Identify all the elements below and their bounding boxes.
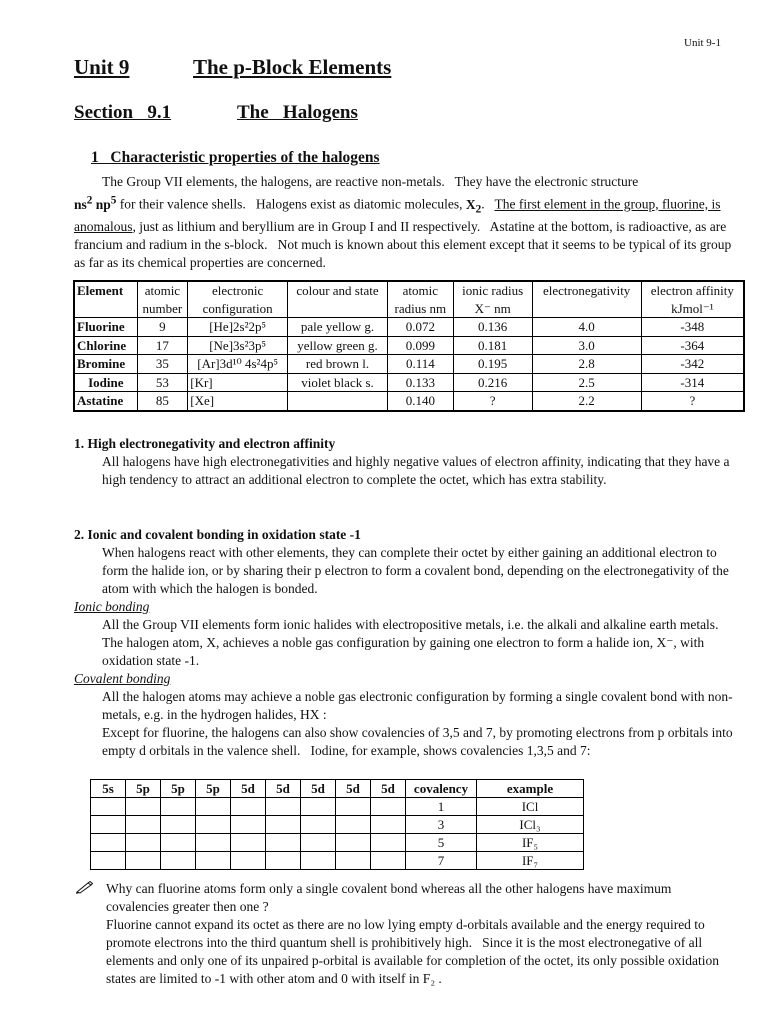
np-label: np xyxy=(92,196,111,212)
question-answer xyxy=(106,880,736,988)
intro-text-1: The Group VII elements, the halogens, are reactive non-metals. They have the electronic structure xyxy=(102,174,639,189)
cell-colour: violet black s. xyxy=(288,373,388,392)
col-5p: 5p xyxy=(161,780,196,798)
intro-text-3: . xyxy=(481,196,495,212)
cell-example: ICl xyxy=(477,798,584,816)
cell-element: Fluorine xyxy=(74,318,137,337)
page-number: Unit 9-1 xyxy=(684,37,721,49)
iodine-covalency-table xyxy=(90,779,584,870)
cell-number: 9 xyxy=(137,318,188,337)
covalent-bonding-text-1: All the halogen atoms may achieve a noble gas electronic configuration by forming a single covalent bond with non-metals, e.g. in the hydrogen halides, HX : xyxy=(102,689,733,722)
x2-sub: 2 xyxy=(475,203,482,216)
section-label: Section 9.1 xyxy=(74,102,172,123)
section-1-heading: 1. High electronegativity and electron affinity xyxy=(74,436,336,451)
cell-config: [Ne]3s²3p⁵ xyxy=(188,336,288,355)
col-5p: 5p xyxy=(196,780,231,798)
cell-en: 2.8 xyxy=(532,355,641,374)
cell-ionic: 0.181 xyxy=(453,336,532,355)
cell-ionic: 0.195 xyxy=(453,355,532,374)
intro-text-2: for their valence shells. Halogens exist as diatomic molecules, xyxy=(116,196,466,212)
table-header-row xyxy=(91,780,584,798)
cell-example: IF₅ xyxy=(477,834,584,852)
col-5s: 5s xyxy=(91,780,126,798)
writing-hand-icon xyxy=(76,880,94,899)
unit-label: Unit 9 xyxy=(74,55,130,79)
cell-number: 53 xyxy=(137,373,188,392)
col-electronegativity: electronegativity xyxy=(532,281,641,318)
table-row xyxy=(91,834,584,852)
cell-en: 3.0 xyxy=(532,336,641,355)
col-example: example xyxy=(477,780,584,798)
halogen-properties-table xyxy=(73,280,745,412)
col-element: Element xyxy=(74,281,137,318)
answer-text: Fluorine cannot expand its octet as there are no low lying empty d-orbitals available and the energy required to promote electrons into the third quantum shell is prohibitively high. Since it is the most electronegative of all elements and only one of its unpaired p-orbital is available for completion of the octet, its only possible oxidation states are limited to -1 with other atom and 0 with itself in F₂ . xyxy=(106,917,723,986)
covalent-bonding-heading: Covalent bonding xyxy=(74,671,171,686)
cell-radius: 0.072 xyxy=(387,318,453,337)
ionic-bonding-heading: Ionic bonding xyxy=(74,599,150,614)
cell-config: [Ar]3d¹⁰ 4s²4p⁵ xyxy=(188,355,288,374)
table-row xyxy=(74,336,744,355)
cell-ionic: 0.136 xyxy=(453,318,532,337)
section-1 xyxy=(74,435,734,489)
cell-number: 85 xyxy=(137,392,188,411)
cell-covalency: 7 xyxy=(406,852,477,870)
table-row xyxy=(74,318,744,337)
section-2 xyxy=(74,526,734,760)
unit-title: The p-Block Elements xyxy=(193,55,392,79)
col-5d: 5d xyxy=(266,780,301,798)
cell-number: 35 xyxy=(137,355,188,374)
col-atomic-radius: atomic radius nm xyxy=(387,281,453,318)
col-5d: 5d xyxy=(371,780,406,798)
col-5d: 5d xyxy=(231,780,266,798)
cell-ionic: ? xyxy=(453,392,532,411)
ns-label: ns xyxy=(74,196,87,212)
col-5d: 5d xyxy=(301,780,336,798)
section-1-text: All halogens have high electronegativities and highly negative values of electron affinity, indicating that they have a high tendency to attract an additional electron to complete the octet, which has extra stability. xyxy=(102,454,730,487)
cell-en: 2.2 xyxy=(532,392,641,411)
table-header-row xyxy=(74,281,744,318)
cell-en: 2.5 xyxy=(532,373,641,392)
sup-2: 2 xyxy=(86,194,93,206)
section-title: The Halogens xyxy=(237,102,358,123)
cell-config: [Xe] xyxy=(188,392,288,411)
cell-ea: -348 xyxy=(641,318,744,337)
col-electron-affinity: electron affinity kJmol⁻¹ xyxy=(641,281,744,318)
x2-label: X xyxy=(465,196,476,212)
cell-colour: pale yellow g. xyxy=(288,318,388,337)
cell-example: ICl₃ xyxy=(477,816,584,834)
col-covalency: covalency xyxy=(406,780,477,798)
col-5d: 5d xyxy=(336,780,371,798)
cell-radius: 0.133 xyxy=(387,373,453,392)
cell-colour: red brown l. xyxy=(288,355,388,374)
col-colour-state: colour and state xyxy=(288,281,388,318)
cell-ionic: 0.216 xyxy=(453,373,532,392)
section-2-text: When halogens react with other elements, they can complete their octet by either gaining an additional electron to form the halide ion, or by sharing their p electron to form a covalent bond, depending on the electronegativity of the atom with which the halogen is bonded. xyxy=(102,545,729,596)
cell-covalency: 1 xyxy=(406,798,477,816)
cell-config: [Kr] xyxy=(188,373,288,392)
col-5p: 5p xyxy=(126,780,161,798)
cell-covalency: 3 xyxy=(406,816,477,834)
section-2-heading: 2. Ionic and covalent bonding in oxidation state -1 xyxy=(74,527,361,542)
table-row xyxy=(74,355,744,374)
cell-ea: -342 xyxy=(641,355,744,374)
cell-config: [He]2s²2p⁵ xyxy=(188,318,288,337)
cell-example: IF₇ xyxy=(477,852,584,870)
cell-number: 17 xyxy=(137,336,188,355)
covalent-bonding-text-2: Except for fluorine, the halogens can also show covalencies of 3,5 and 7, by promoting electrons from p orbitals into empty d orbitals in the valence shell. Iodine, for example, shows covalencies 1,3,5 and 7: xyxy=(102,725,736,758)
sup-5: 5 xyxy=(110,194,117,206)
col-electronic-config: electronic configuration xyxy=(188,281,288,318)
cell-ea: ? xyxy=(641,392,744,411)
table-row xyxy=(74,373,744,392)
cell-radius: 0.099 xyxy=(387,336,453,355)
col-atomic-number: atomic number xyxy=(137,281,188,318)
table-row xyxy=(91,816,584,834)
table-row xyxy=(91,798,584,816)
ionic-bonding-text: All the Group VII elements form ionic halides with electropositive metals, i.e. the alkali and alkaline earth metals. The halogen atom, X, achieves a noble gas configuration by gaining one electron to form a halide ion, X⁻, with oxidation state -1. xyxy=(102,617,729,668)
cell-element: Astatine xyxy=(74,392,137,411)
table-row xyxy=(91,852,584,870)
cell-ea: -314 xyxy=(641,373,744,392)
cell-radius: 0.140 xyxy=(387,392,453,411)
cell-element: Bromine xyxy=(74,355,137,374)
fluorine-anomalous-note: The first element in the group, fluorine, is anomalous xyxy=(74,196,721,235)
cell-element: Chlorine xyxy=(74,336,137,355)
table-row xyxy=(74,392,744,411)
intro-paragraph xyxy=(74,173,734,272)
cell-ea: -364 xyxy=(641,336,744,355)
cell-element: Iodine xyxy=(74,373,137,392)
cell-colour: yellow green g. xyxy=(288,336,388,355)
intro-text-4: , just as lithium and beryllium are in Group I and II respectively. Astatine at the bottom, is radioactive, as are francium and radium in the s-block. Not much is known about this element except that it seems to be typical of its group as far as its chemical properties are concerned. xyxy=(74,219,735,271)
cell-covalency: 5 xyxy=(406,834,477,852)
heading-characteristic-properties: 1 Characteristic properties of the halogens xyxy=(91,149,380,166)
col-ionic-radius: ionic radius X⁻ nm xyxy=(453,281,532,318)
cell-colour xyxy=(288,392,388,411)
cell-radius: 0.114 xyxy=(387,355,453,374)
question-text: Why can fluorine atoms form only a single covalent bond whereas all the other halogens have maximum covalencies greater then one ? xyxy=(106,881,672,914)
cell-en: 4.0 xyxy=(532,318,641,337)
